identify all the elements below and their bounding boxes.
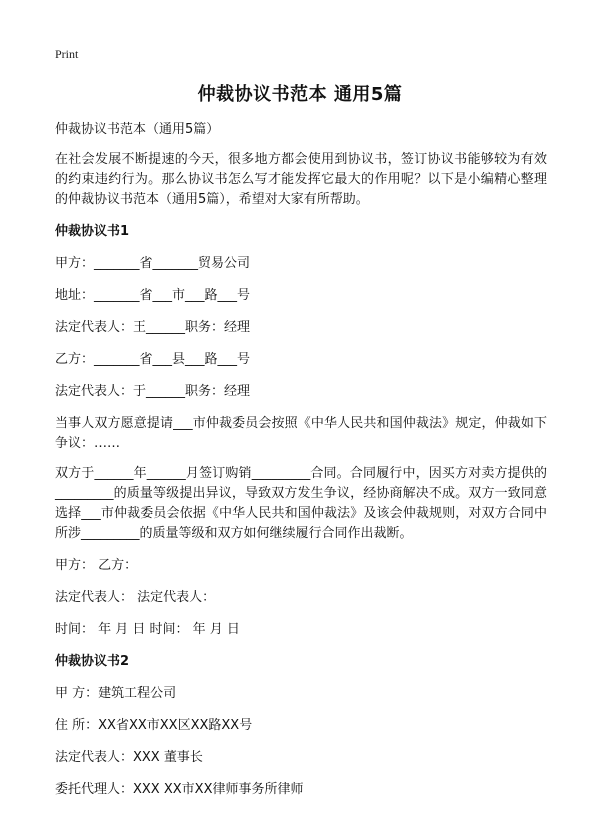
section-2-representative-line: 法定代表人：XXX 董事长 bbox=[55, 750, 203, 765]
signature-dates-line: 时间： 年 月 日 时间： 年 月 日 bbox=[55, 622, 240, 637]
document-body bbox=[55, 120, 547, 812]
representative-b-line: 法定代表人：于______职务：经理 bbox=[55, 384, 251, 399]
section-1-heading: 仲裁协议书1 bbox=[55, 224, 130, 239]
address-line: 地址：_______省___市___路___号 bbox=[55, 288, 251, 303]
party-a-line: 甲方：_______省_______贸易公司 bbox=[55, 256, 251, 271]
intro-paragraph: 在社会发展不断提速的今天，很多地方都会使用到协议书，签订协议书能够较为有效的约束违约行为。那么协议书怎么写才能发挥它最大的作用呢？以下是小编精心整理的仲裁协议书范本（通用5篇），希望对大家有所帮助。 bbox=[55, 152, 547, 207]
section-2-agent-line: 委托代理人：XXX XX市XX律师事务所律师 bbox=[55, 782, 304, 797]
representative-a-line: 法定代表人：王______职务：经理 bbox=[55, 320, 251, 335]
clause-1-paragraph: 当事人双方愿意提请___市仲裁委员会按照《中华人民共和国仲裁法》规定，仲裁如下争议：…… bbox=[55, 416, 547, 451]
party-b-line: 乙方：_______省___县___路___号 bbox=[55, 352, 251, 367]
document-title: 仲裁协议书范本 通用5篇 bbox=[197, 84, 403, 105]
signature-representatives-line: 法定代表人： 法定代表人： bbox=[55, 590, 216, 605]
document-subtitle: 仲裁协议书范本（通用5篇） bbox=[55, 122, 220, 137]
section-2-address-line: 住 所：XX省XX市XX区XX路XX号 bbox=[55, 718, 253, 733]
clause-2-paragraph: 双方于______年______月签订购销_________合同。合同履行中，因买方对卖方提供的_________的质量等级提出异议，导致双方发生争议，经协商解决不成。双方一致同意选择___市仲裁委员会依据《中华人民共和国仲裁法》及该会仲裁规则，对双方合同中所涉_________的质量等级和双方如何继续履行合同作出裁断。 bbox=[55, 466, 547, 541]
section-2-party-a-line: 甲 方：建筑工程公司 bbox=[55, 686, 177, 701]
print-label: Print bbox=[55, 47, 79, 61]
signature-parties-line: 甲方： 乙方： bbox=[55, 558, 138, 573]
section-2-heading: 仲裁协议书2 bbox=[55, 654, 130, 669]
